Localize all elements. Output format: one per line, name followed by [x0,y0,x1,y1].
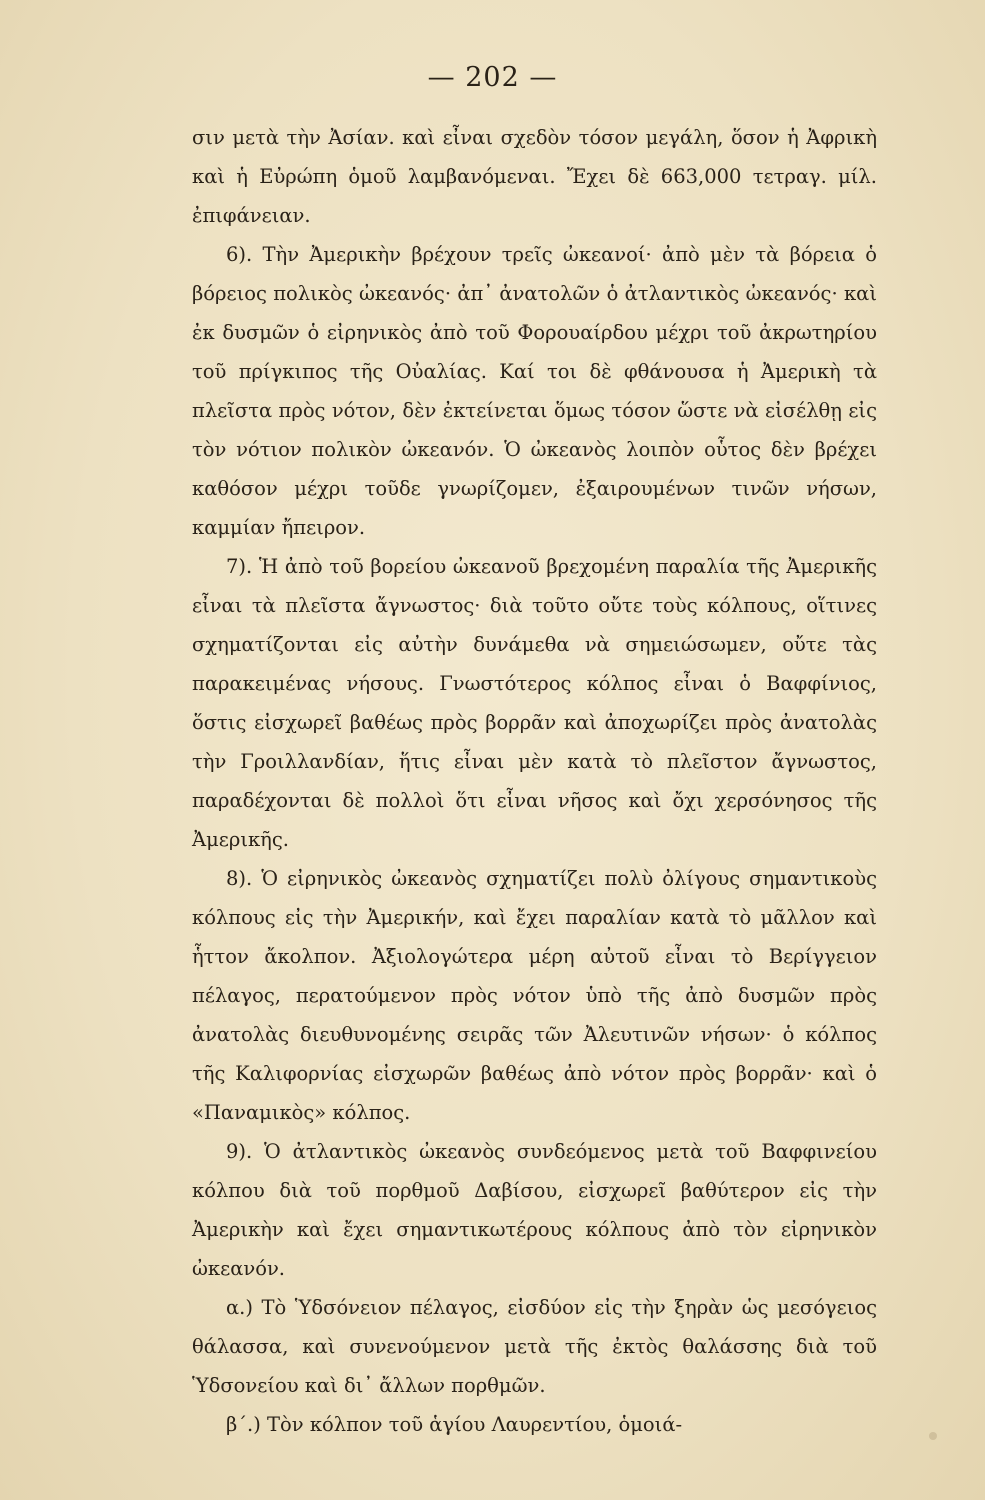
page-number: — 202 — [427,62,558,93]
paragraph-beta: β΄.) Τὸν κόλπον τοῦ ἁγίου Λαυρεντίου, ὁμοιά- [226,1413,683,1436]
paragraph-9: 9). Ὁ ἀτλαντικὸς ὠκεανὸς συνδεόμενος μετὰ τοῦ Βαφφινείου κόλπου διὰ τοῦ πορθμοῦ Δαβίσου, εἰσχωρεῖ βαθύτερον εἰς τὴν Ἀμερικὴν καὶ ἔχει σημαντικωτέρους κόλπους ἀπὸ τὸν εἰρηνικὸν ὠκεανόν. [192,1140,877,1280]
paragraph-8: 8). Ὁ εἰρηνικὸς ὠκεανὸς σχηματίζει πολὺ ὀλίγους σημαντικοὺς κόλπους εἰς τὴν Ἀμερικήν, καὶ ἔχει παραλίαν κατὰ τὸ μᾶλλον καὶ ἧττον ἄκολπον. Ἀξιολογώτερα μέρη αὐτοῦ εἶναι τὸ Βερίγγειον πέλαγος, περατούμενον πρὸς νότον ὑπὸ τῆς ἀπὸ δυσμῶν πρὸς ἀνατολὰς διευθυνομένης σειρᾶς τῶν Ἀλευτινῶν νήσων· ὁ κόλπος τῆς Καλιφορνίας εἰσχωρῶν βαθέως ἀπὸ νότον πρὸς βορρᾶν· καὶ ὁ «Παναμικὸς» κόλπος. [192,867,877,1124]
paper-spot [929,1432,937,1440]
paragraph-continuation: σιν μετὰ τὴν Ἀσίαν. καὶ εἶναι σχεδὸν τόσον μεγάλη, ὅσον ἡ Ἀφρικὴ καὶ ἡ Εὐρώπη ὁμοῦ λαμβανόμεναι. Ἔχει δὲ 663,000 τετραγ. μίλ. ἐπιφάνειαν. [192,126,877,227]
body-text [192,118,877,1444]
paragraph-7: 7). Ἡ ἀπὸ τοῦ βορείου ὠκεανοῦ βρεχομένη παραλία τῆς Ἀμερικῆς εἶναι τὰ πλεῖστα ἄγνωστος· διὰ τοῦτο οὔτε τοὺς κόλπους, οἵτινες σχηματίζονται εἰς αὐτὴν δυνάμεθα νὰ σημειώσωμεν, οὔτε τὰς παρακειμένας νήσους. Γνωστότερος κόλπος εἶναι ὁ Βαφφίνιος, ὅστις εἰσχωρεῖ βαθέως πρὸς βορρᾶν καὶ ἀποχωρίζει πρὸς ἀνατολὰς τὴν Γροιλλανδίαν, ἥτις εἶναι μὲν κατὰ τὸ πλεῖστον ἄγνωστος, παραδέχονται δὲ πολλοὶ ὅτι εἶναι νῆσος καὶ ὄχι χερσόνησος τῆς Ἀμερικῆς. [192,555,877,851]
paragraph-alpha: α.) Τὸ Ὑδσόνειον πέλαγος, εἰσδύον εἰς τὴν ξηρὰν ὡς μεσόγειος θάλασσα, καὶ συνενούμενον μετὰ τῆς ἐκτὸς θαλάσσης διὰ τοῦ Ὑδσονείου καὶ δι᾽ ἄλλων πορθμῶν. [192,1296,877,1397]
paragraph-6: 6). Τὴν Ἀμερικὴν βρέχουν τρεῖς ὠκεανοί· ἀπὸ μὲν τὰ βόρεια ὁ βόρειος πολικὸς ὠκεανός· ἀπ᾽ ἀνατολῶν ὁ ἀτλαντικὸς ὠκεανός· καὶ ἐκ δυσμῶν ὁ εἰρηνικὸς ἀπὸ τοῦ Φορουαίρδου μέχρι τοῦ ἀκρωτηρίου τοῦ πρίγκιπος τῆς Οὐαλίας. Καί τοι δὲ φθάνουσα ἡ Ἀμερικὴ τὰ πλεῖστα πρὸς νότον, δὲν ἐκτείνεται ὅμως τόσον ὥστε νὰ εἰσέλθῃ εἰς τὸν νότιον πολικὸν ὠκεανόν. Ὁ ὠκεανὸς λοιπὸν οὗτος δὲν βρέχει καθόσον μέχρι τοῦδε γνωρίζομεν, ἐξαιρουμένων τινῶν νήσων, καμμίαν ἤπειρον. [192,243,877,539]
